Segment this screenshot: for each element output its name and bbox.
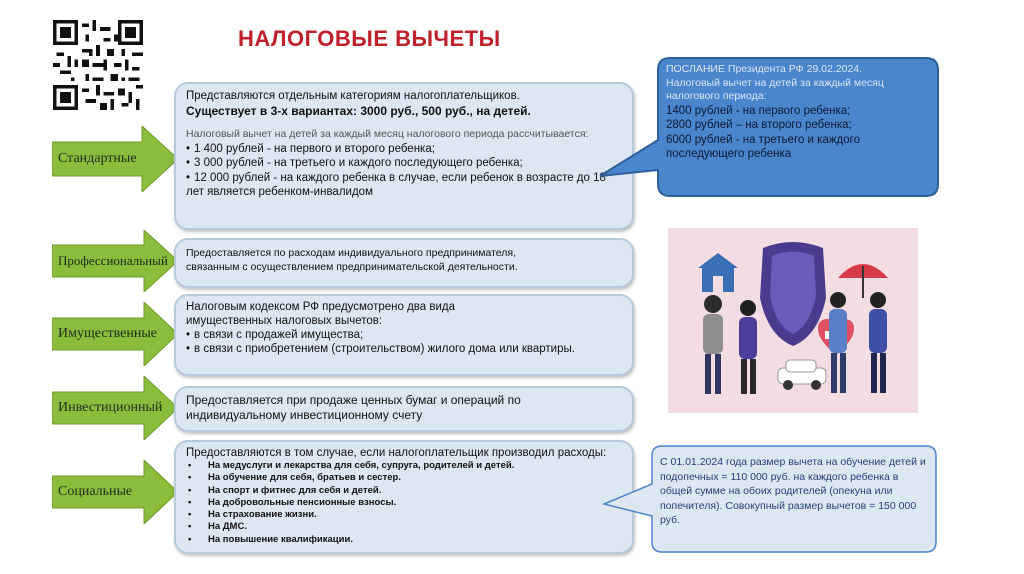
list-item: • На страхование жизни. — [186, 509, 622, 521]
standard-list — [186, 142, 622, 200]
professional-line-2: связанным с осуществлением предпринимательской деятельности. — [186, 261, 518, 273]
list-item: 1400 рублей - на первого ребенка; — [666, 104, 851, 117]
list-item: • На медуслуги и лекарства для себя, супруга, родителей и детей. — [186, 460, 622, 472]
list-item: • в связи с приобретением (строительством) жилого дома или квартиры. — [186, 342, 632, 356]
list-item: • На спорт и фитнес для себя и детей. — [186, 485, 622, 497]
list-item: • 1 400 рублей - на первого и второго ребенка; — [186, 142, 622, 157]
message-list — [666, 104, 934, 162]
president-message — [666, 63, 934, 162]
education-note — [660, 455, 930, 528]
social-deduction-box — [174, 440, 634, 554]
list-item: • 3 000 рублей - на третьего и каждого последующего ребенка; — [186, 156, 622, 171]
professional-line-1: Предоставляется по расходам индивидуального предпринимателя, — [186, 247, 516, 259]
category-label: Профессиональный — [58, 253, 168, 268]
standard-intro: Налоговый вычет на детей за каждый месяц налогового периода рассчитывается: — [186, 128, 589, 140]
standard-line-2: Существует в 3-х вариантах: 3000 руб., 500 руб., на детей. — [186, 103, 531, 118]
property-list — [186, 328, 632, 356]
category-arrow-professional — [52, 230, 180, 292]
education-note-text: С 01.01.2024 года размер вычета на обучение детей и подопечных = 110 000 руб. на каждого ребенка в общей сумме на обоих родителей (опекуна или попечителя). Совокупный размер вычетов = 150 000 руб. — [660, 456, 926, 526]
list-item: • На обучение для себя, братьев и сестер. — [186, 472, 622, 484]
property-intro: Налоговым кодексом РФ предусмотрено два вида имущественных налоговых вычетов: — [186, 301, 455, 327]
category-label: Инвестиционный — [58, 400, 163, 415]
list-item: • На повышение квалификации. — [186, 534, 622, 546]
category-arrow-property — [52, 302, 180, 366]
message-line-1: ПОСЛАНИЕ Президента РФ 29.02.2024. — [666, 63, 863, 75]
family-insurance-illustration — [668, 228, 918, 413]
category-arrow-standard — [52, 126, 180, 192]
investment-text: Предоставляется при продаже ценных бумаг и операций по индивидуальному инвестиционному счету — [186, 393, 521, 422]
category-label: Имущественные — [58, 326, 157, 341]
social-intro: Предоставляются в том случае, если налогоплательщик производил расходы: — [186, 447, 607, 459]
list-item: • На ДМС. — [186, 521, 622, 533]
list-item: 2800 рублей – на второго ребенка; — [666, 119, 852, 131]
standard-deduction-box — [174, 82, 634, 230]
standard-line-1: Представляются отдельным категориям налогоплательщиков. — [186, 90, 520, 102]
message-line-2: Налоговый вычет на детей за каждый месяц налогового периода: — [666, 76, 884, 102]
qr-code — [52, 20, 144, 110]
professional-deduction-box — [174, 238, 634, 288]
social-list — [186, 460, 622, 546]
list-item: • На добровольные пенсионные взносы. — [186, 497, 622, 509]
category-label: Социальные — [58, 484, 133, 499]
list-item: 6000 рублей - на третьего и каждого последующего ребенка — [666, 133, 860, 160]
category-arrow-investment — [52, 376, 180, 440]
category-label: Стандартные — [58, 151, 137, 166]
investment-deduction-box — [174, 386, 634, 432]
category-arrow-social — [52, 460, 180, 524]
list-item: • в связи с продажей имущества; — [186, 328, 632, 342]
property-deduction-box — [174, 294, 634, 376]
list-item: • 12 000 рублей - на каждого ребенка в случае, если ребенок в возрасте до 18 лет является ребенком-инвалидом — [186, 171, 622, 200]
page-title: НАЛОГОВЫЕ ВЫЧЕТЫ — [238, 26, 501, 51]
